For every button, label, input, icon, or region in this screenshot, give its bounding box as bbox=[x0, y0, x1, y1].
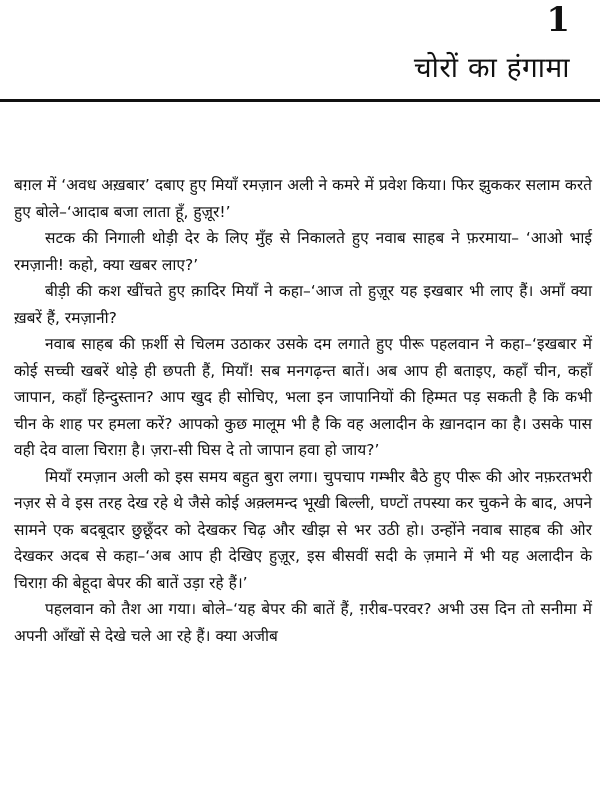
paragraph: बग़ल में ‘अवध अख़बार’ दबाए हुए मियाँ रमज़ान अली ने कमरे में प्रवेश किया। फिर झुककर सलाम करते हुए बोले–‘आदाब बजा लाता हूँ, हुज़ूर!’ bbox=[14, 176, 592, 221]
chapter-number: 1 bbox=[546, 0, 570, 40]
paragraph: मियाँ रमज़ान अली को इस समय बहुत बुरा लगा। चुपचाप गम्भीर बैठे हुए पीरू की ओर नफ़रतभरी नज़र से वे इस तरह देख रहे थे जैसे कोई अक़्लमन्द भूखी बिल्ली, घण्टों तपस्या कर चुकने के बाद, अपने सामने एक बदबूदार छुछूँदर को देखकर चिढ़ और खीझ से भर उठी हो। उन्होंने नवाब साहब की ओर देखकर अदब से कहा–‘अब आप ही देखिए हुज़ूर, इस बीसवीं सदी के ज़माने में भी यह अलादीन के चिराग़ की बेहूदा बेपर की बातें उड़ा रहे हैं।’ bbox=[14, 467, 592, 592]
paragraph: नवाब साहब की फ़र्शी से चिलम उठाकर उसके दम लगाते हुए पीरू पहलवान ने कहा–‘इखबार में कोई सच्ची खबरें थोड़े ही छपती हैं, मियाँ! सब मनगढ़न्त बातें। अब आप ही बताइए, कहाँ चीन, कहाँ जापान, कहाँ हिन्दुस्तान? आप खुद ही सोचिए, भला इन जापानियों की हिम्मत पड़ सकती है कि कभी चीन के शाह पर हमला करें? आपको कुछ मालूम भी है कि वह अलादीन के ख़ानदान का है। उसके पास वही देव वाला चिराग़ है। ज़रा-सी घिस दे तो जापान हवा हो जाय?’ bbox=[14, 335, 592, 459]
paragraph: सटक की निगाली थोड़ी देर के लिए मुँह से निकालते हुए नवाब साहब ने फ़रमाया– ‘आओ भाई रमज़ानी! कहो, क्या खबर लाए?’ bbox=[14, 229, 592, 274]
chapter-body bbox=[14, 172, 592, 649]
paragraph: पहलवान को तैश आ गया। बोले–‘यह बेपर की बातें हैं, ग़रीब-परवर? अभी उस दिन तो सनीमा में अपनी आँखों से देखे चले आ रहे हैं। क्या अजीब bbox=[14, 600, 592, 645]
paragraph: बीड़ी की कश खींचते हुए क़ादिर मियाँ ने कहा–‘आज तो हुज़ूर यह इखबार भी लाए हैं। अमाँ क्या ख़बरें हैं, रमज़ानी? bbox=[14, 282, 592, 327]
chapter-title: चोरों का हंगामा bbox=[413, 51, 570, 84]
title-divider bbox=[0, 99, 600, 102]
